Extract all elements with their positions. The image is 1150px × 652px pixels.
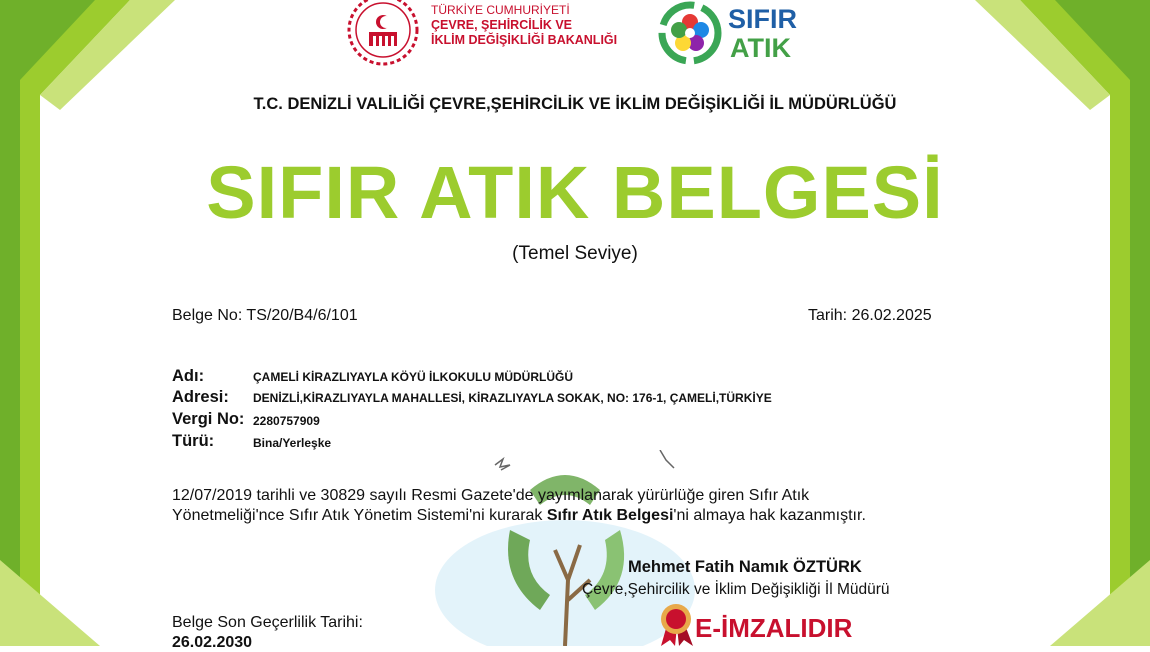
certificate-statement xyxy=(172,486,962,526)
issuer-header: T.C. DENİZLİ VALİLİĞİ ÇEVRE,ŞEHİRCİLİK VE İKLİM DEĞİŞİKLİĞİ İL MÜDÜRLÜĞÜ xyxy=(253,95,897,113)
tax-number-label: Vergi No: xyxy=(172,410,245,428)
name-value: ÇAMELİ KİRAZLIYAYLA KÖYÜ İLKOKULU MÜDÜRLÜĞÜ xyxy=(253,370,573,384)
signer-name: Mehmet Fatih Namık ÖZTÜRK xyxy=(628,558,862,576)
flower-recycle-icon xyxy=(662,5,718,61)
ministry-line-2: ÇEVRE, ŞEHİRCİLİK VE xyxy=(431,18,572,32)
sifir-atik-logo xyxy=(658,0,810,66)
certificate-title: SIFIR ATIK BELGESİ xyxy=(206,151,944,234)
ministry-line-3: İKLİM DEĞİŞİKLİĞİ BAKANLIĞI xyxy=(431,33,618,47)
e-signature-stamp xyxy=(655,603,865,646)
e-signature-text: E-İMZALIDIR xyxy=(695,613,853,643)
expiry-label: Belge Son Geçerlilik Tarihi: xyxy=(172,614,363,631)
statement-line-1: 12/07/2019 tarihli ve 30829 sayılı Resmi Gazete'de yayımlanarak yürürlüğe giren Sıfır Atık xyxy=(172,487,810,504)
tax-number-value: 2280757909 xyxy=(253,414,320,428)
ministry-line-1: TÜRKİYE CUMHURİYETİ xyxy=(431,3,570,17)
issue-date: Tarih: 26.02.2025 xyxy=(808,307,932,324)
name-label: Adı: xyxy=(172,367,205,385)
type-label: Türü: xyxy=(172,432,215,450)
seal-ribbon-icon xyxy=(661,604,693,646)
statement-line-2-start: Yönetmeliği'nce Sıfır Atık Yönetim Sistemi'ni kurarak xyxy=(172,507,547,524)
address-label: Adresi: xyxy=(172,388,229,406)
signer-title: Çevre,Şehircilik ve İklim Değişikliği İl Müdürü xyxy=(582,581,890,598)
statement-certificate-name: Sıfır Atık Belgesi xyxy=(546,507,674,524)
statement-line-2 xyxy=(172,506,962,526)
expiry-date: 26.02.2030 xyxy=(172,634,253,651)
ministry-emblem-icon xyxy=(343,0,423,66)
statement-line-2-end: 'ni almaya hak kazanmıştır. xyxy=(673,507,866,524)
type-value: Bina/Yerleşke xyxy=(253,436,332,450)
sifir-logo-line-1: SIFIR xyxy=(728,4,798,34)
document-number: Belge No: TS/20/B4/6/101 xyxy=(172,307,358,324)
ministry-name xyxy=(431,3,631,48)
address-value: DENİZLİ,KİRAZLIYAYLA MAHALLESİ, KİRAZLIYAYLA SOKAK, NO: 176-1, ÇAMELİ,TÜRKİYE xyxy=(253,391,772,405)
certificate-level: (Temel Seviye) xyxy=(512,243,638,264)
sifir-logo-line-2: ATIK xyxy=(730,33,791,63)
